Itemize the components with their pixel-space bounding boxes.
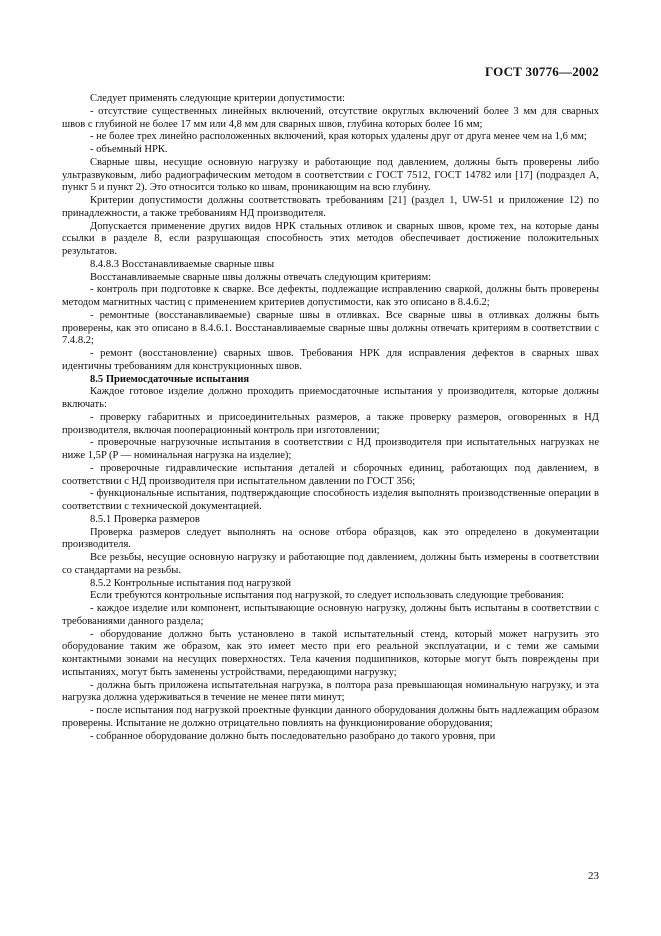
list-item: - проверочные гидравлические испытания деталей и сборочных единиц, работающих под давлением, в соответствии с НД производителя при испытательном давлении по ГОСТ 356;: [62, 462, 599, 487]
list-item: - каждое изделие или компонент, испытывающие основную нагрузку, должны быть испытаны в соответствии с требованиями данного раздела;: [62, 603, 599, 627]
paragraph: Все резьбы, несущие основную нагрузку и работающие под давлением, должны быть измерены в соответствии со стандартами на резьбы.: [62, 552, 599, 576]
list-item: - не более трех линейно расположенных включений, края которых удалены друг от друга менее чем на 1,6 мм;: [90, 131, 587, 143]
list-item: - функциональные испытания, подтверждающие способность изделия выполнять производственные операции в соответствии с технической документацией.: [62, 488, 599, 512]
list-item: - после испытания под нагрузкой проектные функции данного оборудования должны быть надлежащим образом проверены. Испытание не должно отрицательно повлиять на функционирование оборудования;: [62, 705, 599, 729]
paragraph: Если требуются контрольные испытания под нагрузкой, то следует использовать следующие требования:: [90, 590, 565, 602]
list-item: - ремонтные (восстанавливаемые) сварные швы в отливках. Все сварные швы в отливках должны быть проверены, как это описано в 8.4.6.1. Восстанавливаемые сварные швы должны отвечать критериям в соответствии с 7.4.8.2;: [62, 309, 599, 347]
list-item: - оборудование должно быть установлено в такой испытательный стенд, который может нагрузить это оборудование таким же образом, как это имеет место при его реальной эксплуатации, и с теми же самыми контактными зонами на несущих поверхностях. Тела качения подшипников, которые могут быть повреждены при испытаниях, могут быть заменены устройствами, передающими нагрузку;: [62, 628, 599, 678]
document-body: [62, 93, 599, 743]
paragraph: Каждое готовое изделие должно проходить приемосдаточные испытания у производителя, которые должны включать:: [62, 386, 599, 410]
list-item: - контроль при подготовке к сварке. Все дефекты, подлежащие исправлению сваркой, должны быть проверены методом магнитных частиц с применением критериев допустимости, как это описано в 8.4.6.2;: [62, 284, 599, 308]
list-item: - отсутствие существенных линейных включений, отсутствие округлых включений более 3 мм для сварных швов с глубиной не более 17 мм или 4,8 мм для сварных швов, глубина которых более 16 мм;: [62, 105, 599, 130]
subsection-heading: 8.5.1 Проверка размеров: [90, 513, 200, 525]
list-item: - проверку габаритных и присоединительных размеров, а также проверку размеров, оговоренных в НД производителя, включая пооперационный контроль при изготовлении;: [62, 411, 599, 436]
list-item: - собранное оборудование должно быть последовательно разобрано до такого уровня, при: [90, 730, 496, 742]
standard-header: ГОСТ 30776—2002: [484, 64, 599, 79]
subsection-heading: 8.5.2 Контрольные испытания под нагрузкой: [90, 577, 292, 589]
subsection-heading: 8.4.8.3 Восстанавливаемые сварные швы: [90, 258, 275, 270]
list-item: - должна быть приложена испытательная нагрузка, в полтора раза превышающая номинальную нагрузку, и эта нагрузка должна удерживаться в течение не менее пяти минут;: [62, 679, 599, 704]
page-number: 23: [588, 870, 599, 882]
paragraph: Критерии допустимости должны соответствовать требованиям [21] (раздел 1, UW-51 и приложение 12) по принадлежности, а также требованиям НД производителя.: [62, 195, 599, 219]
paragraph: Следует применять следующие критерии допустимости:: [90, 93, 345, 104]
list-item: - объемный НРК.: [90, 144, 168, 155]
paragraph: Проверка размеров следует выполнять на основе отбора образцов, как это определено в документации производителя.: [62, 526, 599, 551]
paragraph: Сварные швы, несущие основную нагрузку и работающие под давлением, должны быть проверены либо ультразвуковым, либо радиографическим методом в соответствии с ГОСТ 7512, ГОСТ 14782 или [17] (подраздел А, пункт 5 и пункт 2). Это относится только ко швам, проникающим на всю глубину.: [62, 156, 599, 194]
section-heading: [62, 374, 599, 387]
section-heading-text: 8.5 Приемосдаточные испытания: [90, 373, 250, 385]
paragraph: Допускается применение других видов НРК стальных отливок и сварных швов, кроме тех, на которые даны ссылки в разделе 8, если разрушающая способность этих методов обеспечивает достижение положительных результатов.: [62, 220, 599, 257]
paragraph: Восстанавливаемые сварные швы должны отвечать следующим критериям:: [90, 271, 432, 283]
list-item: - проверочные нагрузочные испытания в соответствии с НД производителя при испытательных нагрузках не ниже 1,5P (P — номинальная нагрузка на изделие);: [62, 437, 599, 461]
list-item: - ремонт (восстановление) сварных швов. Требования НРК для исправления дефектов в сварных швах идентичны требованиям для конструкционных швов.: [62, 348, 599, 372]
